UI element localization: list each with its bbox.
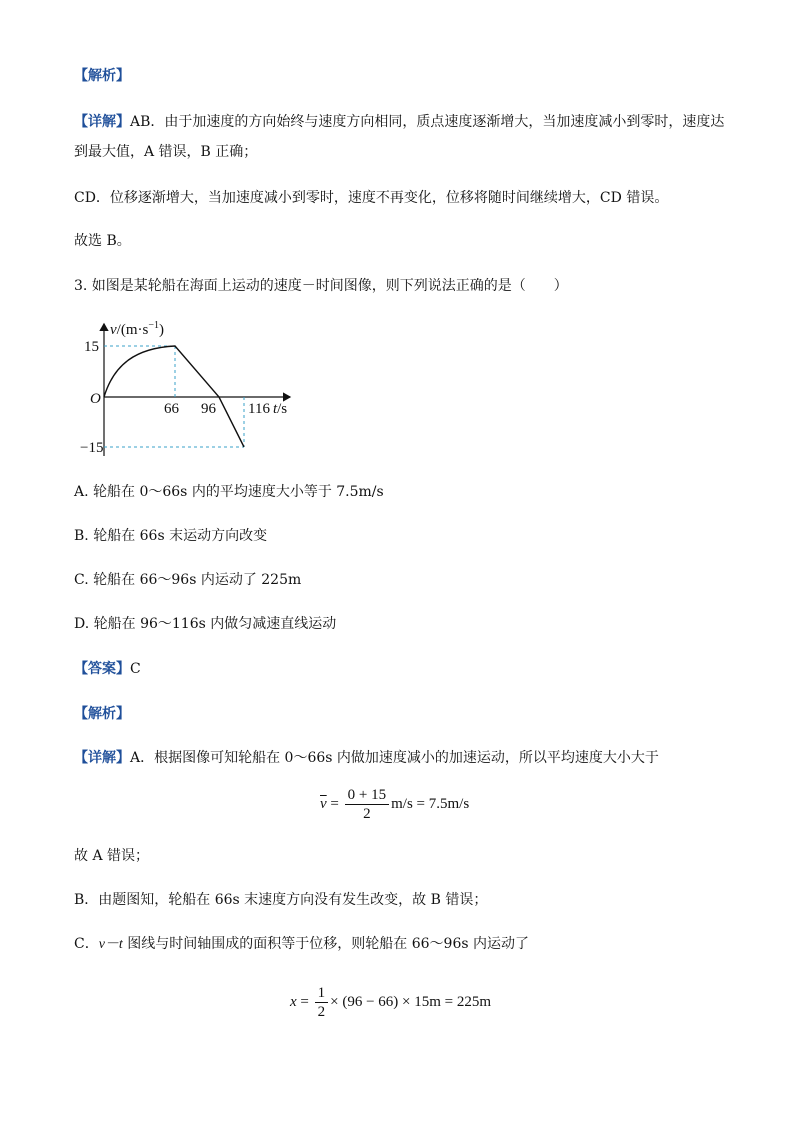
detail-text: AB．由于加速度的方向始终与速度方向相同，质点速度逐渐增大，当加速度减小到零时，速度达 <box>130 114 725 130</box>
detail-paragraph-cont: 到最大值，A 错误，B 正确； <box>74 144 258 160</box>
option-b: B. 轮船在 66s 末运动方向改变 <box>74 528 268 544</box>
answer-value: C <box>130 661 141 677</box>
detail-c-prefix: C． <box>74 936 99 952</box>
formula1-num: 0 + 15 <box>345 786 389 805</box>
detail-c-line <box>74 934 529 955</box>
tick-label-96: 96 <box>201 401 216 417</box>
formula-average-velocity <box>320 786 469 823</box>
detail-c-vt: v－t <box>98 937 123 952</box>
question-stem: 3. 如图是某轮船在海面上运动的速度－时间图像，则下列说法正确的是（ ） <box>74 278 568 294</box>
analysis-tag: 【解析】 <box>74 68 130 84</box>
formula2-rhs: × (96 − 66) × 15m = 225m <box>330 993 492 1010</box>
option-d: D. 轮船在 96～116s 内做匀减速直线运动 <box>74 616 337 632</box>
answer-tag: 【答案】 <box>74 661 130 677</box>
formula1-den: 2 <box>363 806 371 822</box>
formula1-rhs: m/s = 7.5m/s <box>391 795 470 812</box>
answer-line <box>74 659 141 679</box>
formula1-lhs: $\overline{v}$ <box>320 795 327 812</box>
formula2-den: 2 <box>317 1004 326 1020</box>
tick-label-15: 15 <box>84 339 99 355</box>
analysis-heading <box>74 66 130 86</box>
cd-paragraph: CD．位移逐渐增大，当加速度减小到零时，速度不再变化，位移将随时间继续增大，CD 错误。 <box>74 190 669 206</box>
formula1-fraction <box>345 786 389 823</box>
velocity-time-graph <box>70 314 310 464</box>
formula2-lhs: x <box>290 993 297 1010</box>
x-axis-label: 116 t/s <box>248 401 288 417</box>
y-axis-label: $v/(m\cdot s^{-1})$ <box>110 320 164 338</box>
option-a: A. 轮船在 0～66s 内的平均速度大小等于 7.5m/s <box>74 484 384 500</box>
detail-tag: 【详解】 <box>74 114 130 130</box>
detail-tag-2: 【详解】 <box>74 750 130 766</box>
analysis-tag-2: 【解析】 <box>74 706 130 722</box>
formula1-eq: = <box>326 795 343 812</box>
analysis-heading-2 <box>74 704 130 724</box>
choose-line: 故选 B。 <box>74 233 131 249</box>
detail-a-paragraph <box>74 748 659 768</box>
detail-b-line: B．由题图知，轮船在 66s 末速度方向没有发生改变，故 B 错误； <box>74 892 488 908</box>
tick-label-66: 66 <box>164 401 179 417</box>
detail-paragraph <box>74 112 724 132</box>
tick-label-neg15: −15 <box>80 440 104 456</box>
detail-a-text: A．根据图像可知轮船在 0～66s 内做加速度减小的加速运动，所以平均速度大小大于 <box>130 750 659 766</box>
formula-displacement <box>290 984 491 1021</box>
formula2-num: 1 <box>315 984 329 1003</box>
a-wrong-line: 故 A 错误； <box>74 848 150 864</box>
origin-label: O <box>90 391 101 407</box>
detail-c-text: 图线与时间轴围成的面积等于位移，则轮船在 66～96s 内运动了 <box>122 936 529 952</box>
formula2-fraction <box>315 984 329 1021</box>
option-c: C. 轮船在 66～96s 内运动了 225m <box>74 572 302 588</box>
formula2-eq: = <box>296 993 313 1010</box>
